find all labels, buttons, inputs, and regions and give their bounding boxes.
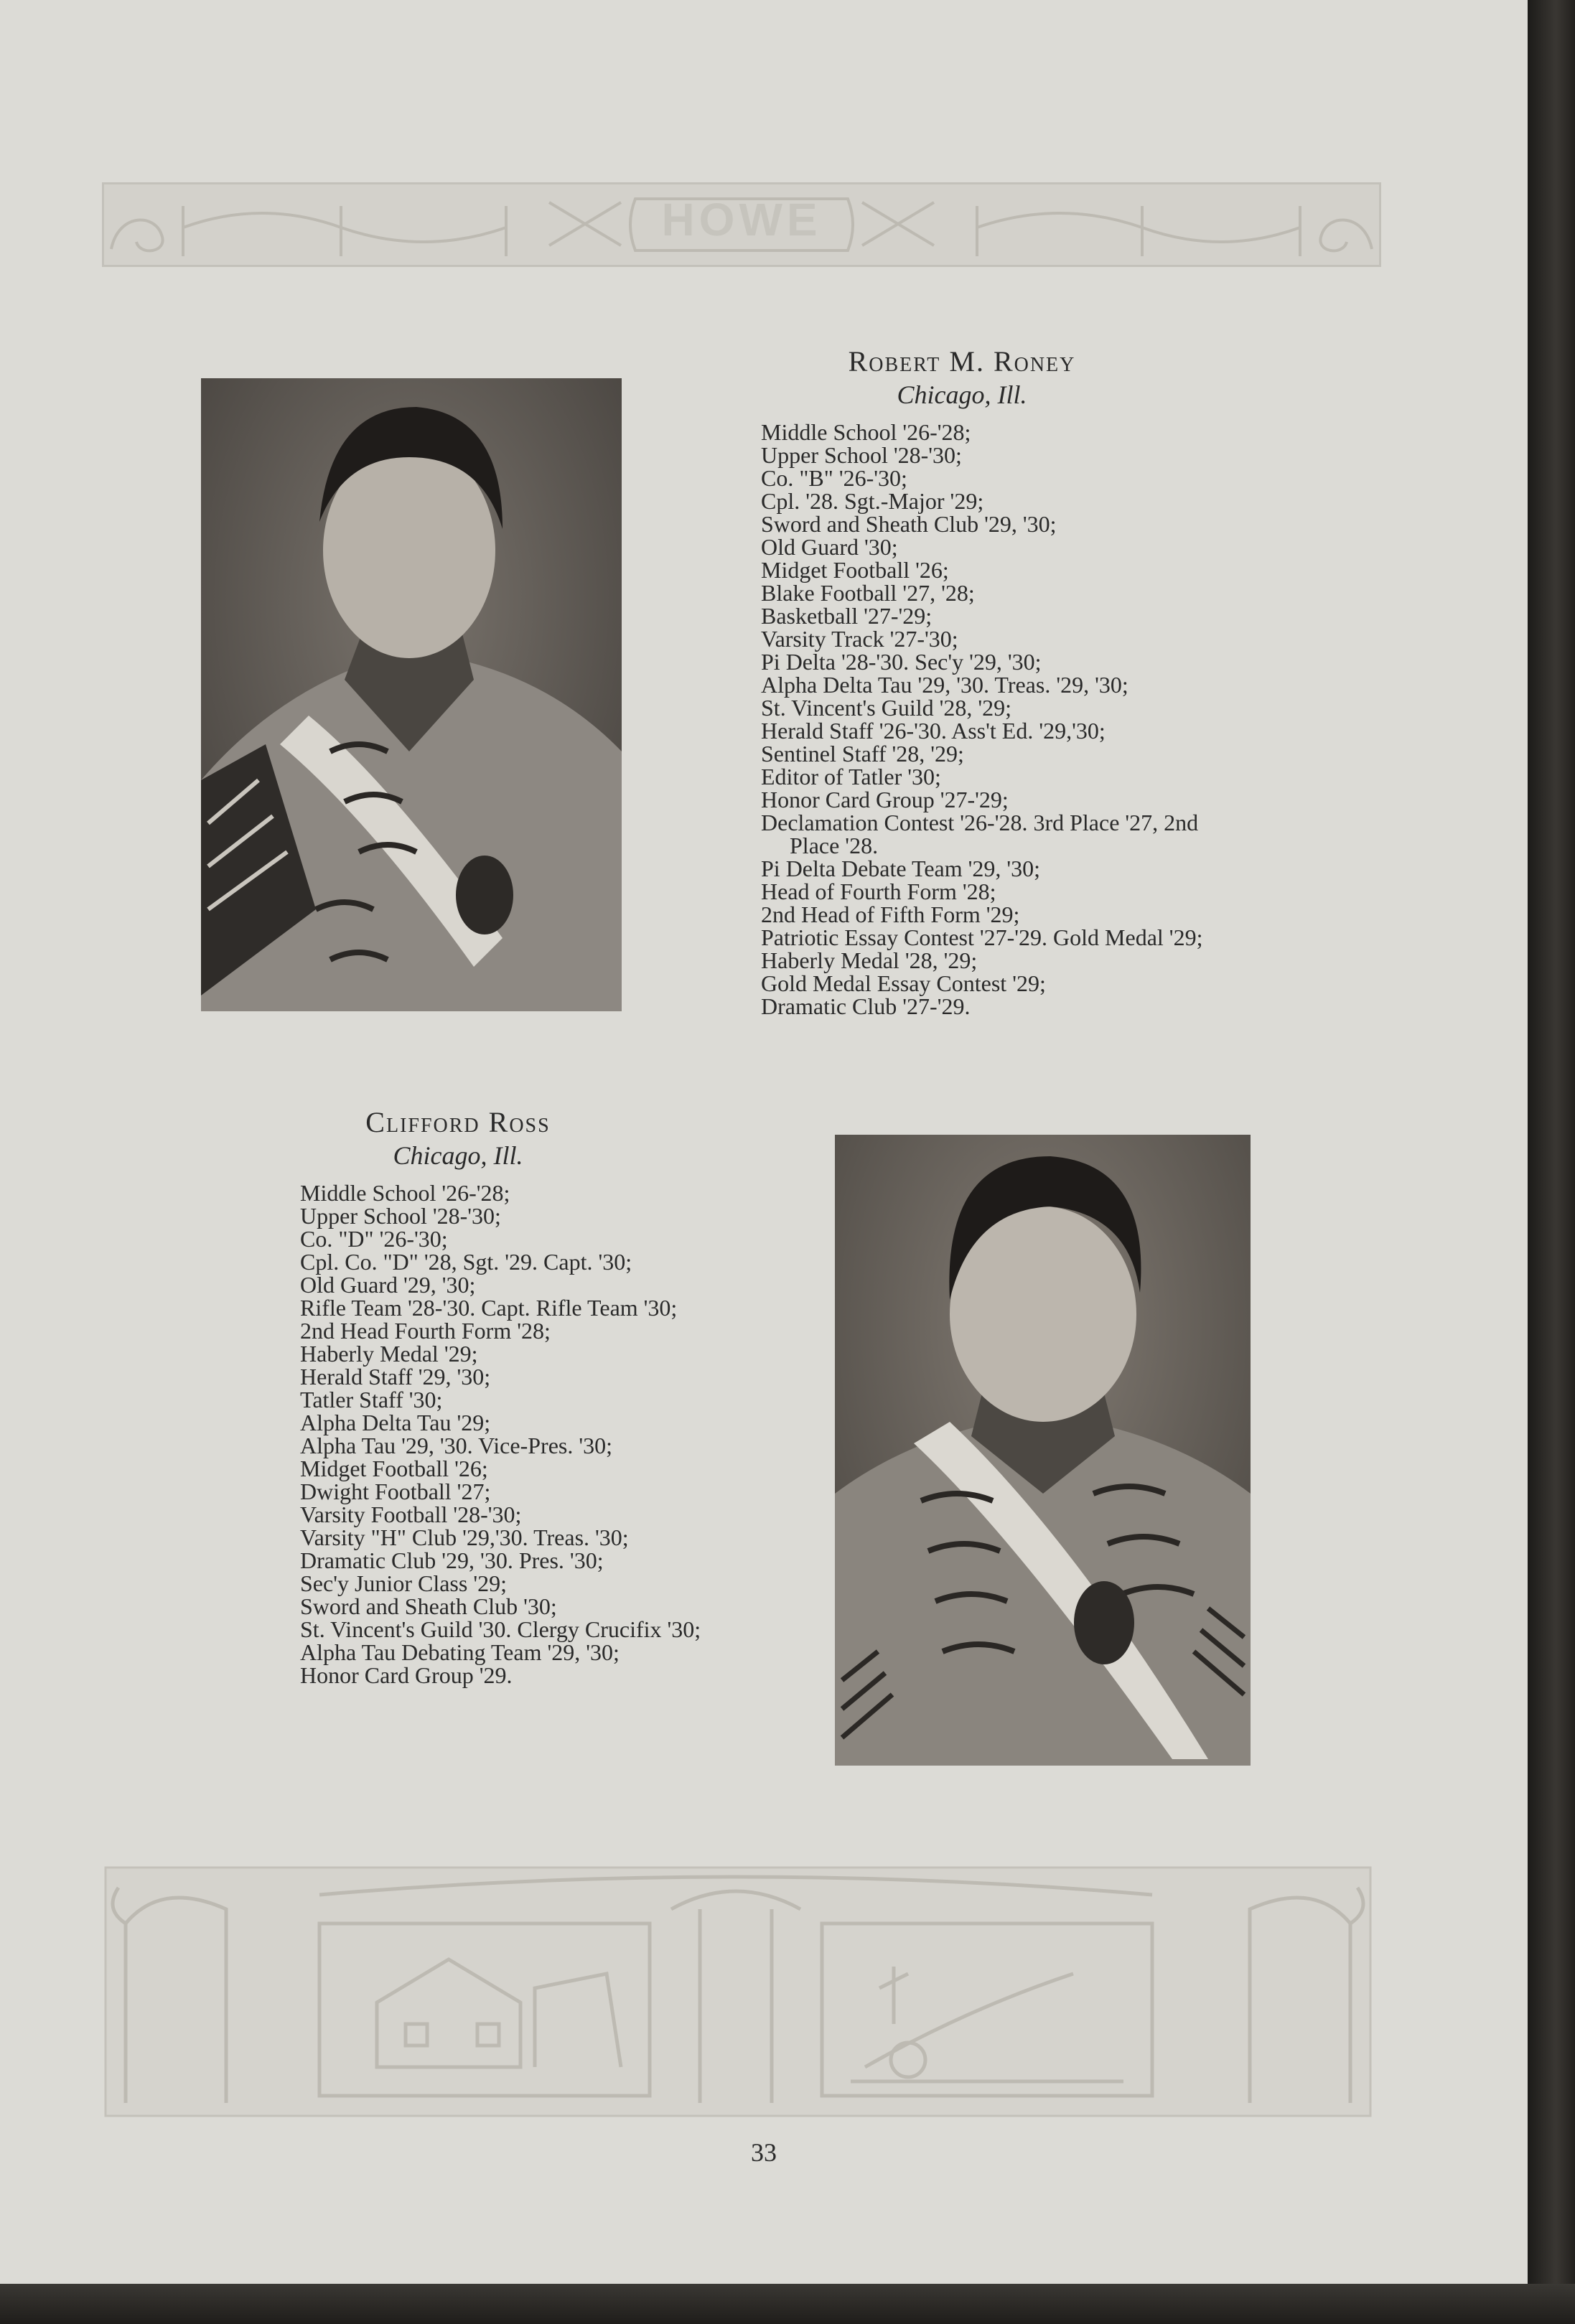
list-item: Editor of Tatler '30; [761,764,941,789]
list-item: Herald Staff '26-'30. Ass't Ed. '29,'30; [761,718,1106,744]
list-item: Patriotic Essay Contest '27-'29. Gold Medal '29; [761,924,1203,950]
student-city: Chicago, Ill. [393,1141,523,1170]
list-item: Middle School '26-'28; [761,419,971,445]
list-item: Upper School '28-'30; [300,1203,501,1229]
list-item: Alpha Delta Tau '29; [300,1410,491,1435]
list-item: Midget Football '26; [300,1456,488,1481]
list-item: St. Vincent's Guild '28, '29; [761,695,1012,721]
list-item: Old Guard '30; [761,534,898,560]
list-item: Co. "D" '26-'30; [300,1226,448,1252]
list-item: Midget Football '26; [761,557,949,583]
list-item: Alpha Delta Tau '29, '30. Treas. '29, '30; [761,672,1128,698]
activities-list [761,421,1206,1018]
list-item: Dwight Football '27; [300,1479,491,1504]
list-item: Basketball '27-'29; [761,603,933,629]
list-item: Sec'y Junior Class '29; [300,1570,507,1596]
student-name: Robert M. Roney [848,345,1076,378]
list-item: Honor Card Group '29. [300,1662,513,1688]
list-item: Dramatic Club '27-'29. [761,993,971,1019]
portrait-ross [835,1135,1251,1766]
list-item: Pi Delta Debate Team '29, '30; [761,856,1041,881]
list-item: Pi Delta '28-'30. Sec'y '29, '30; [761,649,1042,675]
list-item: Dramatic Club '29, '30. Pres. '30; [300,1547,604,1573]
list-item: 2nd Head of Fifth Form '29; [761,901,1020,927]
list-item: Upper School '28-'30; [761,442,962,468]
list-item: Cpl. '28. Sgt.-Major '29; [761,488,984,514]
list-item: Head of Fourth Form '28; [761,878,996,904]
footer-ornament [104,1866,1372,2117]
list-item: Varsity Track '27-'30; [761,626,958,652]
list-item: Alpha Tau Debating Team '29, '30; [300,1639,620,1665]
list-item: Alpha Tau '29, '30. Vice-Pres. '30; [300,1433,612,1458]
header-banner [102,182,1381,267]
list-item: Honor Card Group '27-'29; [761,787,1009,812]
bio-ross [300,1105,760,1687]
list-item: Haberly Medal '28, '29; [761,947,978,973]
book-spine [1528,0,1575,2324]
list-item: Declamation Contest '26-'28. 3rd Place '27, 2nd Place '28. [761,810,1199,858]
list-item: Gold Medal Essay Contest '29; [761,970,1046,996]
list-item: Rifle Team '28-'30. Capt. Rifle Team '30; [300,1295,678,1321]
page-bottom-edge [0,2284,1575,2324]
list-item: Sword and Sheath Club '29, '30; [761,511,1057,537]
list-item: Cpl. Co. "D" '28, Sgt. '29. Capt. '30; [300,1249,632,1275]
list-item: Co. "B" '26-'30; [761,465,907,491]
list-item: Blake Football '27, '28; [761,580,975,606]
list-item: Haberly Medal '29; [300,1341,478,1367]
list-item: Varsity Football '28-'30; [300,1501,522,1527]
bio-roney [761,345,1206,1018]
page-number: 33 [751,2138,777,2167]
list-item: Old Guard '29, '30; [300,1272,476,1298]
portrait-roney [201,378,622,1011]
list-item: Sentinel Staff '28, '29; [761,741,964,767]
list-item: 2nd Head Fourth Form '28; [300,1318,551,1344]
activities-list [300,1181,760,1687]
list-item: Tatler Staff '30; [300,1387,443,1412]
header-title: HOWE [661,194,822,245]
footer-banner [104,1866,1372,2117]
student-name: Clifford Ross [365,1106,551,1138]
list-item: St. Vincent's Guild '30. Clergy Crucifix '30; [300,1616,701,1642]
list-item: Middle School '26-'28; [300,1180,510,1206]
student-city: Chicago, Ill. [897,380,1027,409]
list-item: Varsity "H" Club '29,'30. Treas. '30; [300,1524,629,1550]
list-item: Herald Staff '29, '30; [300,1364,491,1390]
list-item: Sword and Sheath Club '30; [300,1593,557,1619]
